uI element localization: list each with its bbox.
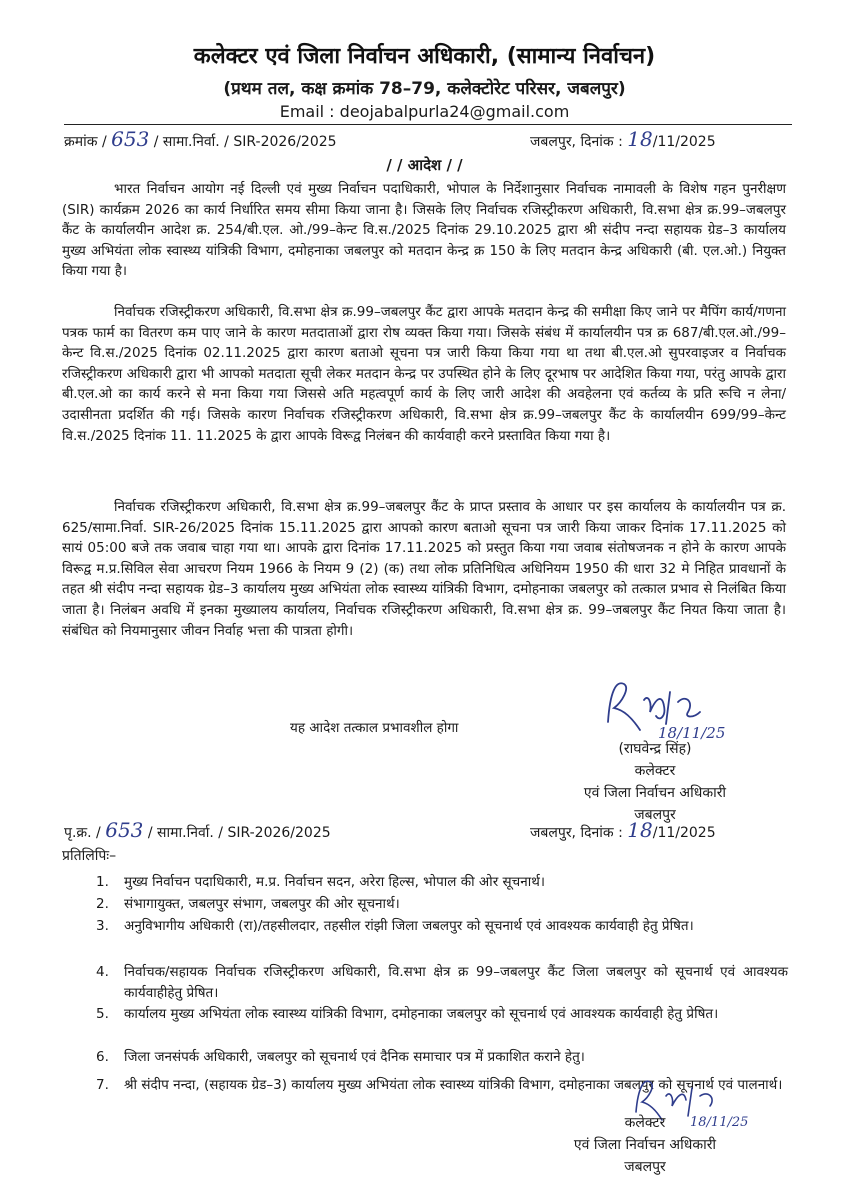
copy-text: संभागायुक्त, जबलपुर संभाग, जबलपुर की ओर सूचनार्थ। [124, 896, 400, 912]
reference-prefix: क्रमांक / [64, 134, 107, 150]
endorsement-prefix: पृ.क्र. / [64, 825, 101, 841]
copy-text: निर्वाचक/सहायक निर्वाचक रजिस्ट्रीकरण अधिकारी, वि.सभा क्षेत्र क्र 99–जबलपुर कैंट जिला जबलपुर को सूचनार्थ एवं आवश्यक कार्यवाहीहेतु प्रेषित। [124, 964, 788, 1001]
copy-text: श्री संदीप नन्दा, (सहायक ग्रेड–3) कार्यालय मुख्य अभियंता लोक स्वास्थ्य यांत्रिकी विभाग, दमोहनाका जबलपुर को सूचनार्थ एवं पालनार्थ। [124, 1077, 783, 1093]
copy-item [96, 1047, 788, 1068]
copy-number: 1. [96, 874, 109, 890]
endorsement-number [64, 818, 331, 842]
order-paragraph-2 [62, 302, 786, 446]
order-heading: / / आदेश / / [386, 156, 463, 174]
paragraph-text: भारत निर्वाचन आयोग नई दिल्ली एवं मुख्य निर्वाचन पदाधिकारी, भोपाल के निर्देशानुसार निर्वाचक नामावली के विशेष गहन पुनरीक्षण (SIR) कार्यक्रम 2026 का कार्य निर्धारित समय सीमा किया जाना है। जिसके लिए निर्वाचक रजिस्ट्रीकरण अधिकारी, वि.सभा क्षेत्र क्र.99–जबलपुर कैंट के कार्यालयीन आदेश क्र. 254/बी.एल. ओ./99–केन्ट वि.स./2025 दिनांक 29.10.2025 द्वारा श्री संदीप नन्दा सहायक ग्रेड–3 कार्यालय मुख्य अभियंता लोक स्वास्थ्य यांत्रिकी विभाग, दमोहनाका जबलपुर को मतदान केन्द्र क्र 150 के लिए मतदान केन्द्र अधिकारी (बी. एल.ओ.) नियुक्त किया गया है। [62, 181, 786, 280]
paragraph-text: निर्वाचक रजिस्ट्रीकरण अधिकारी, वि.सभा क्षेत्र क्र.99–जबलपुर कैंट द्वारा आपके मतदान केन्द्र की समीक्षा किए जाने पर मैपिंग कार्य/गणना पत्रक फार्म का वितरण कम पाए जाने के कारण मतदाताओं द्वारा रोष व्यक्त किया गया। जिसके संबंध में कार्यालयीन पत्र क्र 687/बी.एल.ओ./99–केन्ट वि.स./2025 दिनांक 02.11.2025 द्वारा कारण बताओ सूचना पत्र जारी किया किया गया था तथा बी.एल.ओ सुपरवाइजर व निर्वाचक रजिस्ट्रीकरण अधिकारी द्वारा भी आपको मतदाता सूची लेकर मतदान केन्द्र पर उपस्थित होने के लिए दूरभाष पर आदेशित किया गया, परंतु आपके द्वारा बी.एल.ओ का कार्य करने से मना किया गया जिससे अति महत्वपूर्ण कार्य के लिए जारी आदेश की अवहेलना एवं कर्तव्य के प्रति रूचि न लेना/उदासीनता प्रदर्शित की गई। जिसके कारण निर्वाचक रजिस्ट्रीकरण अधिकारी, वि.सभा क्षेत्र क्र.99–जबलपुर कैंट के कार्यालयीन 699/99–केन्ट वि.स./2025 दिनांक 11. 11.2025 के द्वारा आपके विरूद्व निलंबन की कार्यवाही करने प्रस्तावित किया गया है। [62, 304, 786, 444]
signatory-designation: कलेक्टर [634, 763, 676, 779]
paragraph-text: निर्वाचक रजिस्ट्रीकरण अधिकारी, वि.सभा क्षेत्र क्र.99–जबलपुर कैंट के प्राप्त प्रस्ताव के आधार पर इस कार्यालय के कार्यालयीन पत्र क्र. 625/सामा.निर्वा. SIR-26/2025 दिनांक 15.11.2025 द्वारा आपको कारण बताओ सूचना पत्र जारी किया जाकर दिनांक 17.11.2025 को सायं 05:00 बजे तक जवाब चाहा गया था। आपके द्वारा दिनांक 17.11.2025 को प्रस्तुत किया गया जवाब संतोषजनक न होने के कारण आपके विरूद्व म.प्र.सिविल सेवा आचरण नियम 1966 के नियम 9 (2) (क) तथा लोक प्रतिनिधित्व अधिनियम 1950 की धारा 32 मे निहित प्रावधानों के तहत श्री संदीप नन्दा सहायक ग्रेड–3 कार्यालय मुख्य अभियंता लोक स्वास्थ्य यांत्रिकी विभाग, दमोहनाका जबलपुर को तत्काल प्रभाव से निलंबित किया जाता है। निलंबन अवधि में इनका मुख्यालय कार्यालय, निर्वाचक रजिस्ट्रीकरण अधिकारी, वि.सभा क्षेत्र क्र. 99–जबलपुर कैंट नियत किया जाता है। संबंधित को नियमानुसार जीवन निर्वाह भत्ता की पात्रता होगी। [62, 499, 786, 639]
copy-item [96, 872, 788, 893]
reference-date-suffix: /11/2025 [652, 134, 716, 150]
footer-signature-date: 18/11/25 [690, 1115, 749, 1130]
copy-text: कार्यालय मुख्य अभियंता लोक स्वास्थ्य यांत्रिकी विभाग, दमोहनाका जबलपुर को सूचनार्थ एवं आवश्यक कार्यवाही हेतु प्रेषित। [124, 1006, 719, 1022]
footer-designation: कलेक्टर [624, 1115, 666, 1131]
footer-designation-2: एवं जिला निर्वाचन अधिकारी [573, 1137, 717, 1153]
endorsement-handwritten-number: 653 [105, 818, 144, 842]
signatory-name: (राघवेन्द्र सिंह) [618, 741, 692, 757]
copies-heading: प्रतिलिपिः– [62, 848, 117, 864]
copy-item [96, 916, 788, 937]
reference-handwritten-number: 653 [111, 127, 150, 151]
reference-suffix: / सामा.निर्वा. / SIR-2026/2025 [153, 134, 337, 150]
copy-text: अनुविभागीय अधिकारी (रा)/तहसीलदार, तहसील रांझी जिला जबलपुर को सूचनार्थ एवं आवश्यक कार्यवाही हेतु प्रेषित। [124, 918, 694, 934]
signatory-place: जबलपुर [634, 807, 676, 823]
copy-item [96, 962, 788, 1004]
copy-number: 2. [96, 896, 109, 912]
reference-date [530, 127, 716, 151]
order-paragraph-3 [62, 497, 786, 641]
copy-number: 6. [96, 1049, 109, 1065]
copy-item [96, 1004, 788, 1025]
footer-signatory-block [540, 1112, 750, 1178]
reference-number [64, 127, 337, 151]
copy-number: 3. [96, 918, 109, 934]
copy-number: 5. [96, 1006, 109, 1022]
reference-date-prefix: जबलपुर, दिनांक : [530, 134, 623, 150]
copy-number: 4. [96, 964, 109, 980]
collector-signature [600, 672, 750, 742]
office-address: (प्रथम तल, कक्ष क्रमांक 78–79, कलेक्टोरेट परिसर, जबलपुर) [223, 79, 626, 99]
endorsement-date [530, 818, 716, 842]
copy-item [96, 894, 788, 915]
office-title: कलेक्टर एवं जिला निर्वाचन अधिकारी, (सामान्य निर्वाचन) [193, 44, 656, 69]
reference-date-day: 18 [627, 127, 653, 151]
copy-text: मुख्य निर्वाचन पदाधिकारी, म.प्र. निर्वाचन सदन, अरेरा हिल्स, भोपाल की ओर सूचनार्थ। [124, 874, 545, 890]
endorsement-date-day: 18 [627, 818, 653, 842]
signature-date: 18/11/25 [658, 724, 726, 742]
signatory-designation-2: एवं जिला निर्वाचन अधिकारी [583, 785, 727, 801]
header-divider [64, 124, 792, 125]
order-paragraph-1 [62, 179, 786, 282]
endorsement-date-suffix: /11/2025 [652, 825, 716, 841]
signatory-block [540, 738, 770, 826]
office-email: Email : deojabalpurla24@gmail.com [279, 102, 570, 121]
endorsement-date-prefix: जबलपुर, दिनांक : [530, 825, 623, 841]
copy-text: जिला जनसंपर्क अधिकारी, जबलपुर को सूचनार्थ एवं दैनिक समाचार पत्र में प्रकाशित कराने हेतु। [124, 1049, 585, 1065]
footer-place: जबलपुर [624, 1159, 666, 1175]
endorsement-suffix: / सामा.निर्वा. / SIR-2026/2025 [147, 825, 331, 841]
effective-note: यह आदेश तत्काल प्रभावशील होगा [290, 720, 459, 736]
copy-number: 7. [96, 1077, 109, 1093]
